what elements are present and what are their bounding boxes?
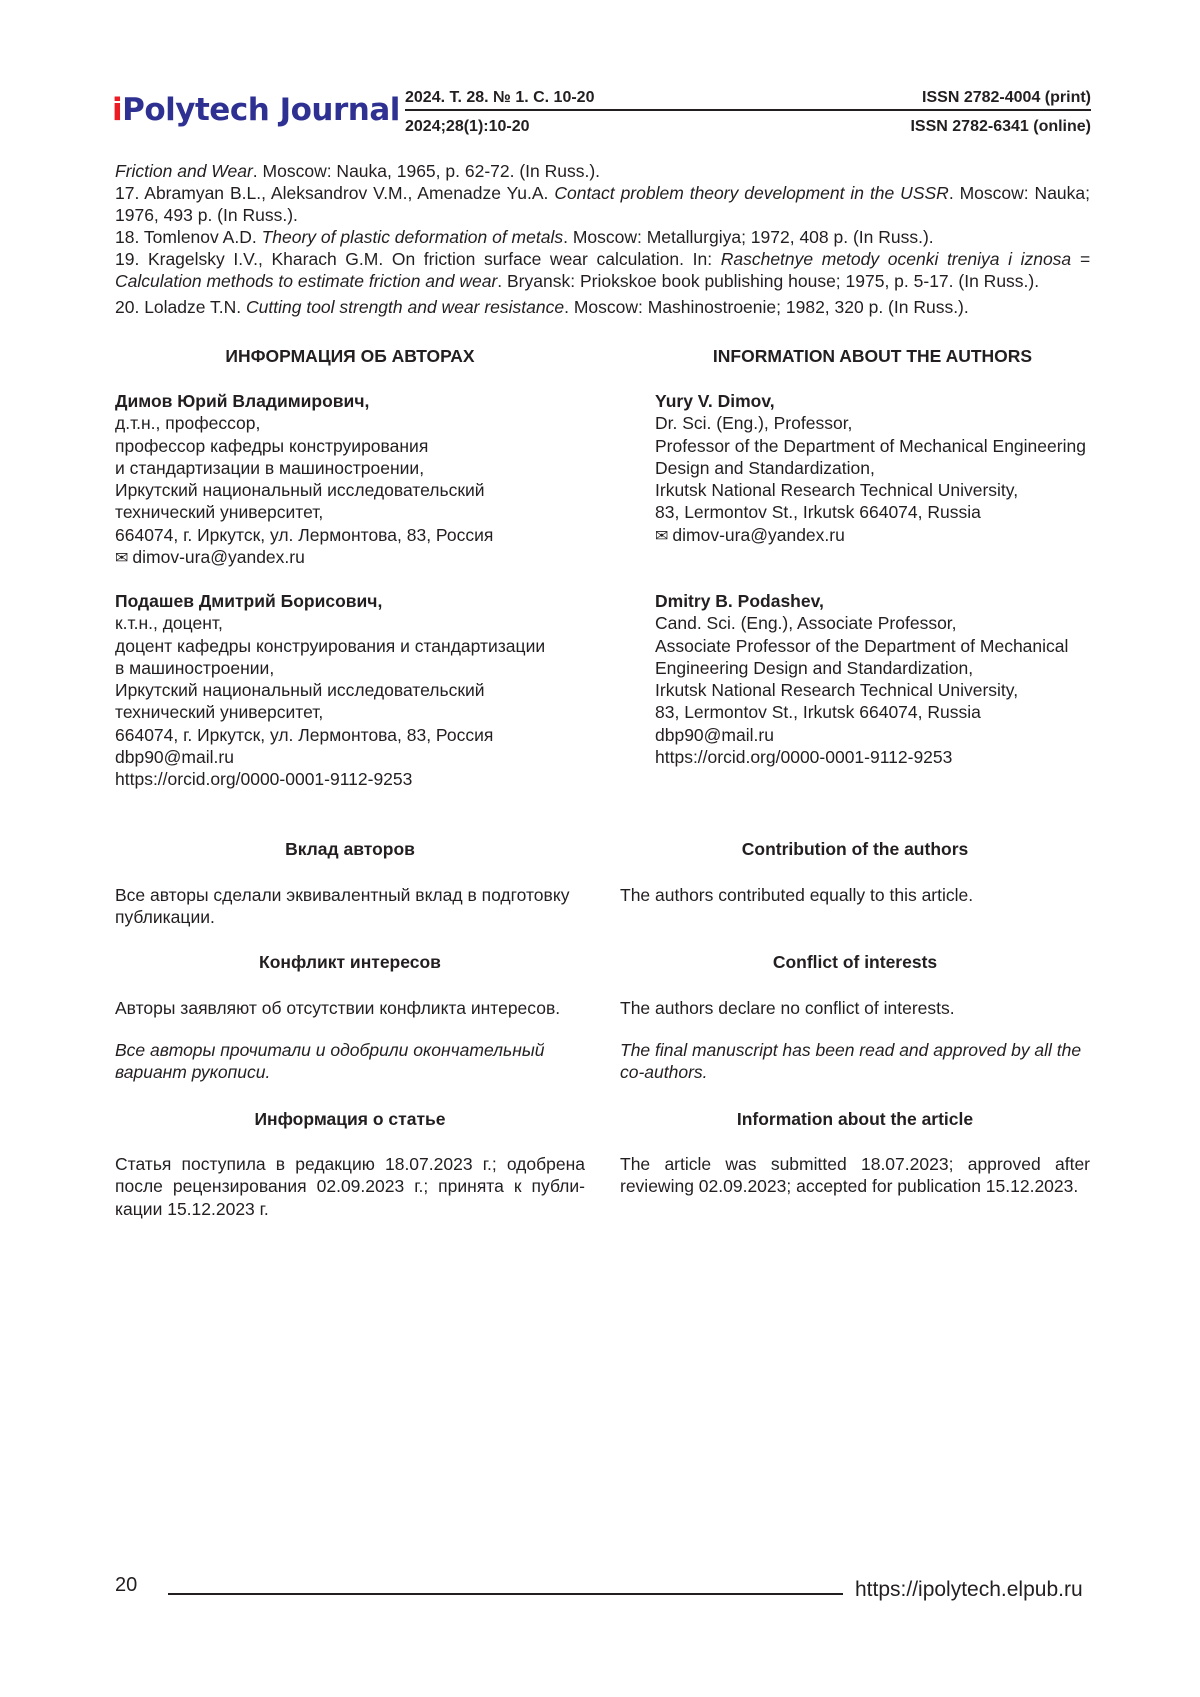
header-rule [405,109,1091,111]
logo-prefix: i [112,92,123,128]
author-1-en [655,390,1100,548]
author-degree: к.т.н., доцент, [115,613,223,634]
author-1-ru [115,390,595,570]
author-2-en [655,590,1100,768]
author-affiliation: Иркутский национальный исследовательский [115,480,485,501]
conflict-text-en: The authors declare no conflict of interests. [620,998,955,1018]
article-info-heading-ru: Информация о статье [254,1109,446,1129]
reference-18: 18. Tomlenov A.D. Theory of plastic deformation of metals. Moscow: Metallurgiya; 1972, 408 p. (In Russ.). [115,227,934,247]
references-list [115,160,1090,318]
approval-text-en: The final manuscript has been read and approved by all the co-authors. [620,1040,1082,1083]
author-address: 83, Lermontov St., Irkutsk 664074, Russia [655,702,981,723]
contribution-heading-en: Contribution of the authors [741,839,969,859]
author-email[interactable]: dbp90@mail.ru [115,747,234,768]
contribution-heading-ru: Вклад авторов [285,839,415,859]
author-email[interactable]: dimov-ura@yandex.ru [132,547,305,568]
author-degree: Dr. Sci. (Eng.), Professor, [655,413,853,434]
conflict-heading-ru: Конфликт интересов [259,952,441,972]
footer-rule [168,1593,843,1595]
journal-logo [112,92,400,128]
article-info-text-en: The article was submitted 18.07.2023; approved after reviewing 02.09.2023; accepted for publication 15.12.2023. [620,1154,1090,1197]
author-name: Dmitry B. Podashev, [655,591,824,611]
envelope-icon: ✉ [115,550,129,568]
envelope-icon: ✉ [655,527,669,545]
author-affiliation: Иркутский национальный исследовательский [115,680,485,701]
conflict-text-ru: Авторы заявляют об отсутствии конфликта интересов. [115,998,561,1018]
author-position: доцент кафедры конструирования и стандартизации [115,635,546,656]
author-address: 664074, г. Иркутск, ул. Лермонтова, 83, Россия [115,724,494,745]
journal-url-link[interactable]: https://ipolytech.elpub.ru [855,1578,1083,1601]
author-affiliation-cont: технический университет, [115,702,324,723]
author-orcid-link[interactable]: https://orcid.org/0000-0001-9112-9253 [655,747,953,768]
author-email[interactable]: dbp90@mail.ru [655,724,774,745]
author-address: 664074, г. Иркутск, ул. Лермонтова, 83, Россия [115,524,494,545]
logo-text: Polytech Journal [122,92,400,128]
author-email-line [655,524,1100,548]
author-name: Димов Юрий Владимирович, [115,391,370,411]
contribution-text-ru: Все авторы сделали эквивалентный вклад в подготовку публикации. [115,885,570,928]
author-address: 83, Lermontov St., Irkutsk 664074, Russia [655,502,981,523]
reference-19: 19. Kragelsky I.V., Kharach G.M. On friction surface wear calculation. In: Raschetnye metody ocenki treniya i iznosa = Calculation methods to estimate friction and wear. Bryansk: Priokskoe book publishing house; 1975, p. 5-17. (In Russ.). [115,249,1090,291]
author-name: Yury V. Dimov, [655,391,775,411]
issn-print: ISSN 2782-4004 (print) [922,89,1091,106]
reference-17: 17. Abramyan B.L., Aleksandrov V.M., Amenadze Yu.A. Contact problem theory development in the USSR. Moscow: Nauka; 1976, 493 p. (In Russ.). [115,183,1091,225]
contribution-text-en: The authors contributed equally to this article. [620,885,974,905]
issn-online: ISSN 2782-6341 (online) [910,118,1091,135]
article-info-heading-en: Information about the article [736,1109,974,1129]
author-position-cont: Engineering Design and Standardization, [655,657,974,678]
authors-heading-ru: ИНФОРМАЦИЯ ОБ АВТОРАХ [225,346,475,366]
article-info-text-ru: Статья поступила в редакцию 18.07.2023 г.; одобрена после рецензирования 02.09.2023 г.; принята к публи-кации 15.12.2023 г. [115,1154,585,1219]
author-affiliation-cont: технический университет, [115,502,324,523]
page-number: 20 [115,1574,138,1596]
citation-ru: 2024. Т. 28. № 1. С. 10-20 [405,89,595,106]
author-affiliation: Irkutsk National Research Technical University, [655,680,1019,701]
author-email-line [115,546,595,570]
author-email[interactable]: dimov-ura@yandex.ru [672,524,845,545]
author-degree: Cand. Sci. (Eng.), Associate Professor, [655,613,957,634]
author-position: профессор кафедры конструирования [115,435,429,456]
reference-16-cont: Friction and Wear. Moscow: Nauka, 1965, p. 62-72. (In Russ.). [115,161,601,181]
author-orcid-link[interactable]: https://orcid.org/0000-0001-9112-9253 [115,769,413,790]
conflict-heading-en: Conflict of interests [772,952,938,972]
author-position-cont: Design and Standardization, [655,457,875,478]
authors-heading-en: INFORMATION ABOUT THE AUTHORS [712,346,1033,366]
author-2-ru [115,590,595,791]
author-affiliation: Irkutsk National Research Technical University, [655,480,1019,501]
citation-en: 2024;28(1):10-20 [405,118,530,135]
approval-text-ru: Все авторы прочитали и одобрили окончательный вариант рукописи. [115,1040,545,1083]
reference-20: 20. Loladze T.N. Cutting tool strength and wear resistance. Moscow: Mashinostroenie; 1982, 320 p. (In Russ.). [115,297,969,317]
author-position: Associate Professor of the Department of Mechanical [655,635,1069,656]
author-position-cont: в машиностроении, [115,657,275,678]
author-name: Подашев Дмитрий Борисович, [115,591,383,611]
author-position-cont: и стандартизации в машиностроении, [115,457,425,478]
author-degree: д.т.н., профессор, [115,413,261,434]
author-position: Professor of the Department of Mechanical Engineering [655,435,1086,456]
